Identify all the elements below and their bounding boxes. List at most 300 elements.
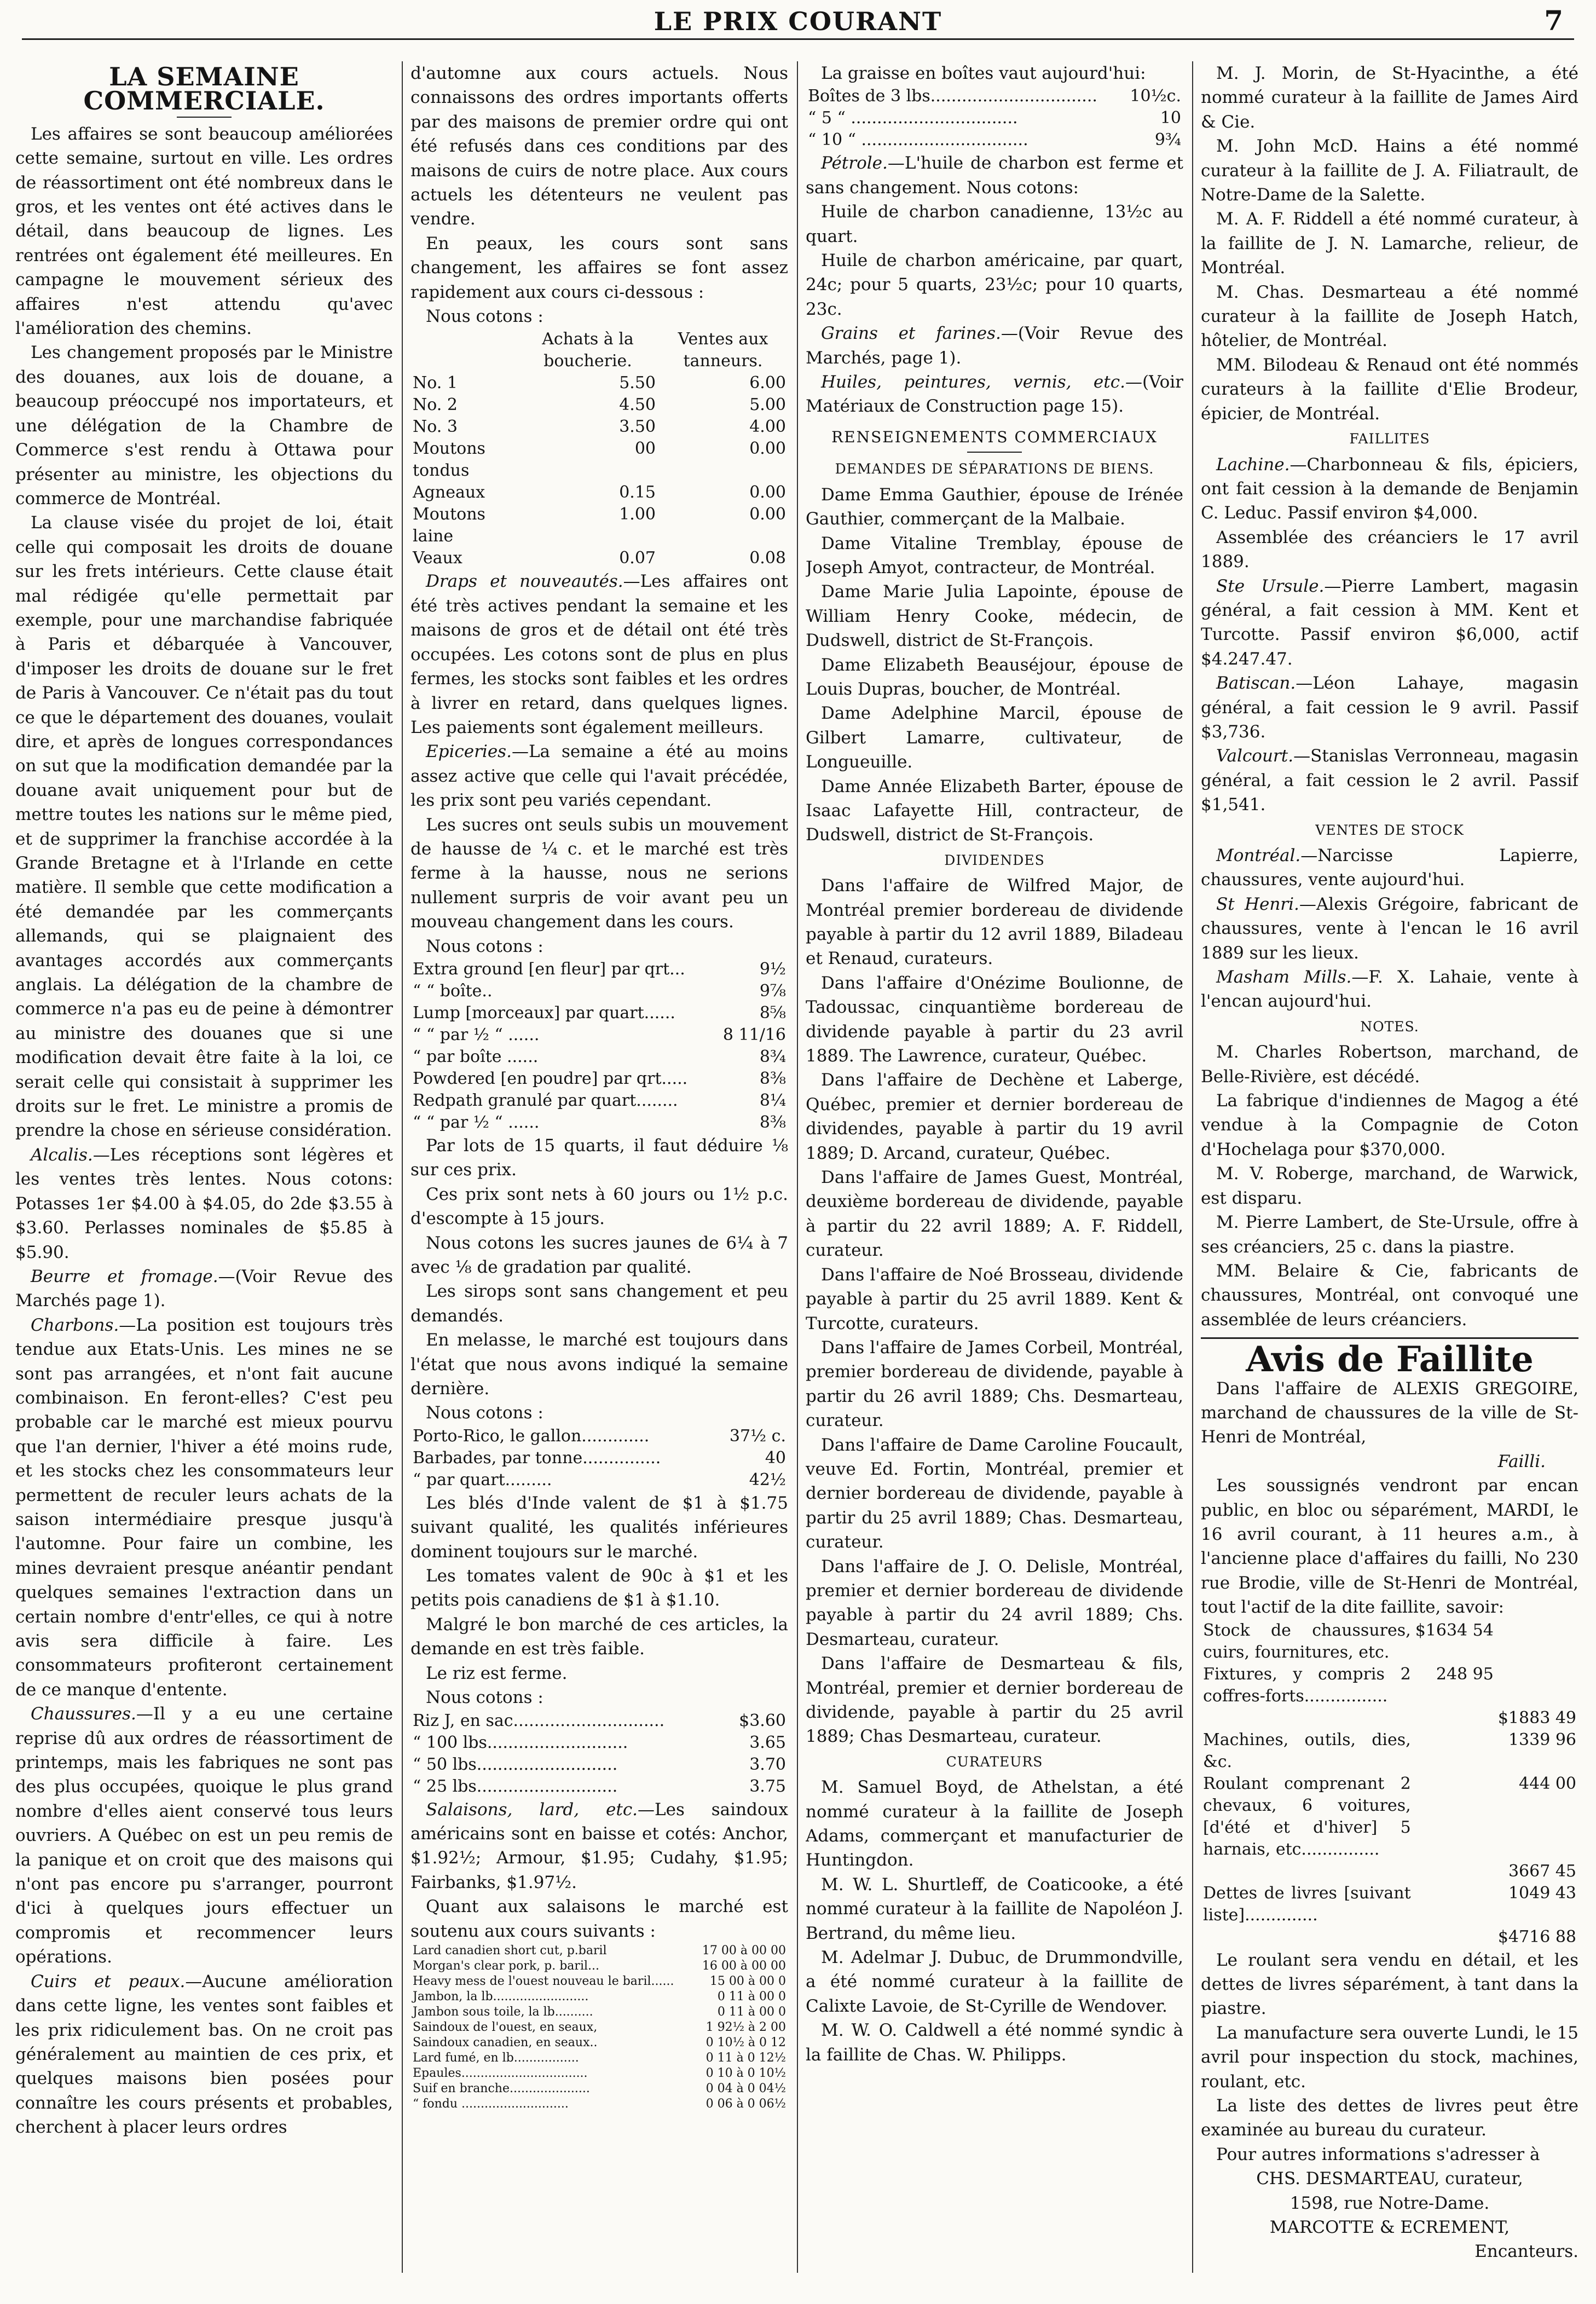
- paragraph: La manufacture sera ouverte Lundi, le 15 avril pour inspection du stock, machines, roulant, etc.: [1201, 2023, 1578, 2092]
- rubric-label: Pétrole.: [821, 153, 888, 174]
- column-4: [1201, 61, 1578, 2273]
- table-row: [410, 2005, 788, 2020]
- graisse-table: [806, 85, 1183, 151]
- table-row: [410, 1469, 788, 1491]
- table-row: [410, 1943, 788, 1959]
- list-item: M. Charles Robertson, marchand, de Belle-Rivière, est décédé.: [1201, 1042, 1578, 1087]
- table-cell: Veaux: [413, 548, 462, 568]
- table-cell: $1883 49: [1497, 1708, 1576, 1728]
- table-row: [410, 1090, 788, 1112]
- peaux-table: [410, 328, 788, 569]
- place-label: Lachine.: [1216, 454, 1290, 475]
- table-cell: No. 2: [413, 395, 458, 415]
- newspaper-title: LE PRIX COURANT: [654, 7, 942, 36]
- table-cell: 8¼: [759, 1090, 786, 1110]
- list-item: Dame Elizabeth Beauséjour, épouse de Louis Dupras, boucher, de Montréal.: [806, 655, 1183, 699]
- table-cell: 9½: [759, 959, 786, 979]
- section-heading: RENSEIGNEMENTS COMMERCIAUX: [831, 428, 1158, 446]
- dividendes-list: [806, 874, 1183, 1749]
- table-cell: Moutons tondus: [413, 439, 485, 481]
- list-item: Dame Emma Gauthier, épouse de Irénée Gauthier, commerçant de la Malbaie.: [806, 484, 1183, 529]
- rubric-label: Epiceries.: [426, 742, 512, 762]
- table-row: [410, 482, 788, 504]
- subsection-heading: VENTES DE STOCK: [1315, 822, 1464, 838]
- place-label: Valcourt.: [1216, 746, 1294, 766]
- rubric-text: —Il y a eu une certaine reprise dû aux ordres de réassortiment de printemps, mais les fabriques ne sont pas des plus occupées, quoique le plus grand nombre d'elles aient conservé tous leurs ouvriers. A Québec on est un peu remis de la panique et on croit que des maisons qui n'ont pas encore pu s'arranger, pourront d'ici à quelques jours effectuer un compromis et recommencer leurs opérations.: [15, 1704, 393, 1967]
- table-row: [410, 1112, 788, 1134]
- table-row: [1201, 1861, 1578, 1883]
- paragraph: Huile de charbon canadienne, 13½c au quart.: [806, 202, 1183, 246]
- table-cell: Boîtes de 3 lbs................................: [808, 86, 1097, 106]
- place-label: Batiscan.: [1216, 673, 1296, 694]
- table-cell: 1049 43: [1508, 1883, 1576, 1903]
- table-cell: 0 11 à 00 0: [717, 1989, 786, 2003]
- table-cell: Saindoux de l'ouest, en seaux,: [413, 2020, 598, 2034]
- rubric-text: —L'huile de charbon est ferme et sans changement. Nous cotons:: [806, 153, 1183, 198]
- subsection-heading: NOTES.: [1360, 1018, 1419, 1035]
- paragraph-salaisons: [410, 1798, 788, 1895]
- list-item: Dame Marie Julia Lapointe, épouse de William Henry Cooke, médecin, de Dudswell, district de St-François.: [806, 582, 1183, 651]
- page-number: 7: [1544, 4, 1563, 37]
- table-cell: [1201, 1861, 1413, 1883]
- table-row: [410, 980, 788, 1002]
- table-cell: Jambon, la lb.........................: [413, 1989, 589, 2003]
- paragraph: d'automne aux cours actuels. Nous connaissons des ordres importants offerts par des maisons de premier ordre qui ont été refusés dans ces conditions par des maisons de cuirs de notre place. Aux cours actuels les détenteurs ne veulent pas vendre.: [410, 63, 788, 229]
- table-cell: 0.15: [619, 483, 656, 503]
- paragraph: Les changement proposés par le Ministre des douanes, aux lois de douane, a beaucoup préoccupé nos importateurs, et une délégation de la Chambre de Commerce s'est rendu à Ottawa pour présenter au ministre, les objections du commerce de Montréal.: [15, 343, 393, 509]
- table-cell: Heavy mess de l'ouest nouveau le baril......: [413, 1974, 674, 1988]
- list-item: [1201, 965, 1578, 1014]
- paragraph: En peaux, les cours sont sans changement, les affaires se font assez rapidement aux cours ci-dessous :: [410, 233, 788, 302]
- table-row: [1201, 1773, 1578, 1861]
- list-item: Dans l'affaire de J. O. Delisle, Montréal, premier et dernier bordereau de dividende payable à partir du 24 avril 1889; Chs. Desmarteau, curateur.: [806, 1556, 1183, 1649]
- avis-title: Avis de Faillite: [1246, 1339, 1534, 1381]
- table-cell: 3.75: [749, 1776, 786, 1796]
- rubric-text: —(Voir Revue des Marchés page 1).: [15, 1266, 393, 1311]
- entry-text: —Narcisse Lapierre, chaussures, vente aujourd'hui.: [1201, 846, 1578, 890]
- table-cell: “ “ par ½ “ ......: [413, 1025, 540, 1044]
- table-row: [410, 1002, 788, 1024]
- table-cell: “ par boîte ......: [413, 1047, 539, 1066]
- table-header-cell: Achats à la boucherie.: [542, 330, 634, 371]
- table-row: [1201, 1707, 1578, 1729]
- demandes-list: [806, 483, 1183, 847]
- table-row: [1201, 1729, 1578, 1773]
- list-item: [1201, 844, 1578, 892]
- table-cell: No. 3: [413, 417, 458, 437]
- paragraph-beurre: [15, 1264, 393, 1313]
- paragraph: Ces prix sont nets à 60 jours ou 1½ p.c. d'escompte à 15 jours.: [410, 1184, 788, 1229]
- table-row: [410, 1754, 788, 1776]
- table-cell: 248 95: [1436, 1664, 1494, 1684]
- entry-text: Assemblée des créanciers le 17 avril 1889.: [1201, 527, 1578, 572]
- peaux-body: [410, 372, 788, 569]
- table-cell: 5.00: [749, 395, 786, 415]
- melasse-table: [410, 1425, 788, 1491]
- table-cell: 1 92½ à 2 00: [706, 2020, 786, 2034]
- column-2: [410, 61, 788, 2273]
- rubric-text: —Aucune amélioration dans cette ligne, les ventes sont faibles et les prix ridiculement bas. On ne croit pas généralement au maintien de ces prix, et quelques maisons bien posées pour connaître les cours présents et probables, cherchent à placer leurs ordres: [15, 1971, 393, 2138]
- place-label: St Henri.: [1216, 894, 1299, 914]
- signature-line: Encanteurs.: [1474, 2242, 1578, 2262]
- table-cell: “ “ boîte..: [413, 981, 493, 1001]
- table-cell: Morgan's clear pork, p. baril...: [413, 1959, 599, 1973]
- rubric-label: Grains et farines.: [821, 324, 1001, 344]
- table-cell: [1496, 1664, 1578, 1707]
- table-cell: 0.07: [619, 548, 656, 568]
- table-cell: 8⅜: [759, 1069, 786, 1088]
- table-row: [410, 1989, 788, 2005]
- paragraph-charbons: [15, 1313, 393, 1702]
- table-cell: “ “ par ½ “ ......: [413, 1112, 540, 1132]
- subsection-heading: DIVIDENDES: [944, 852, 1045, 868]
- list-item: M. V. Roberge, marchand, de Warwick, est disparu.: [1201, 1164, 1578, 1208]
- table-row: [410, 1776, 788, 1798]
- table-cell: 0 10 à 0 10½: [706, 2066, 786, 2080]
- signature-line: MARCOTTE & ECREMENT,: [1269, 2218, 1510, 2238]
- table-cell: 8⅜: [759, 1112, 786, 1132]
- table-cell: 0 06 à 0 06½: [706, 2097, 786, 2111]
- table-row: [410, 1974, 788, 1989]
- paragraph: Le roulant sera vendu en détail, et les dettes de livres séparément, à tant dans la piastre.: [1201, 1950, 1578, 2019]
- table-cell: [1413, 1926, 1496, 1948]
- label: Nous cotons :: [426, 307, 543, 327]
- paragraph: Les soussignés vendront par encan public, en bloc ou séparément, MARDI, le 16 avril courant, à 11 heures a.m., à l'ancienne place d'affaires du failli, No 230 rue Brodie, ville de St-Henri de Montréal, tout l'actif de la dite faillite, savoir:: [1201, 1476, 1578, 1618]
- table-cell: Agneaux: [413, 483, 485, 503]
- table-cell: 15 00 à 00 0: [709, 1974, 786, 1988]
- table-cell: Stock de chaussures, cuirs, fournitures, etc.: [1203, 1620, 1411, 1662]
- table-cell: [1201, 1926, 1413, 1948]
- table-cell: Roulant comprenant 2 chevaux, 6 voitures, [d'été et d'hiver] 5 harnais, etc...............: [1203, 1774, 1411, 1859]
- list-item: Dame Vitaline Tremblay, épouse de Joseph Amyot, contracteur, de Montréal.: [806, 533, 1183, 578]
- table-cell: 00: [634, 439, 656, 459]
- table-cell: “ fondu ............................: [413, 2097, 569, 2111]
- rubric-label: Cuirs et peaux.: [31, 1971, 186, 1991]
- paragraph-huiles: [806, 370, 1183, 419]
- paragraph: La liste des dettes de livres peut être examinée au bureau du curateur.: [1201, 2096, 1578, 2140]
- table-cell: Lump [morceaux] par quart......: [413, 1003, 675, 1023]
- table-cell: “ par quart.........: [413, 1470, 552, 1489]
- paragraph-cuirs: [15, 1970, 393, 2140]
- rubric-text: —Les saindoux américains sont en baisse et cotés: Anchor, $1.92½; Armour, $1.95; Cudahy, $1.95; Fairbanks, $1.97½.: [410, 1799, 788, 1892]
- paragraph: Le riz est ferme.: [426, 1663, 568, 1683]
- table-row: [806, 85, 1183, 107]
- failli-label: Failli.: [1497, 1451, 1546, 1471]
- faillites-list: [1201, 453, 1578, 817]
- table-cell: Machines, outils, dies, &c.: [1203, 1730, 1411, 1771]
- table-row: [410, 2020, 788, 2035]
- table-cell: Saindoux canadien, en seaux..: [413, 2035, 598, 2049]
- paragraph: Huile de charbon américaine, par quart, 24c; pour 5 quarts, 23½c; pour 10 quarts, 23c.: [806, 251, 1183, 319]
- table-header-cell: [410, 328, 518, 372]
- paragraph: Pour autres informations s'adresser à: [1216, 2144, 1540, 2164]
- list-item: Dans l'affaire de Dechène et Laberge, Québec, premier et dernier bordereau de dividendes, payable à partir du 19 avril 1889; D. Arcand, curateur, Québec.: [806, 1070, 1183, 1163]
- list-item: Dame Année Elizabeth Barter, épouse de Isaac Lafayette Hill, contracteur, de Dudswell, district de St-François.: [806, 776, 1183, 845]
- paragraph: Les sucres ont seuls subis un mouvement de hausse de ¼ c. et le marché est très ferme à la hausse, nous ne serions nullement surpris de voir avant peu un mouveau changement dans les cours.: [410, 815, 788, 932]
- notes-list: [1201, 1040, 1578, 1332]
- subsection-heading: CURATEURS: [946, 1753, 1043, 1770]
- paragraph: Dans l'affaire de ALEXIS GREGOIRE, marchand de chaussures de la ville de St-Henri de Montréal,: [1201, 1378, 1578, 1447]
- table-cell: 3.50: [619, 417, 656, 437]
- column-divider: [1192, 61, 1193, 2273]
- riz-table: [410, 1710, 788, 1798]
- table-row: [410, 2081, 788, 2097]
- table-row: [410, 1447, 788, 1469]
- table-row: [410, 438, 788, 482]
- entry-text: —Pierre Lambert, magasin général, a fait cession à MM. Kent et Turcotte. Passif environ $6,000, actif $4.247.47.: [1201, 576, 1578, 669]
- table-cell: [1496, 1620, 1578, 1664]
- table-cell: 0.08: [749, 548, 786, 568]
- table-row: [1201, 1664, 1578, 1707]
- list-item: Dans l'affaire de James Corbeil, Montréal, premier bordereau de dividende, payable à partir du 26 avril 1889; Chs. Desmarteau, curateur.: [806, 1337, 1183, 1431]
- table-row: [410, 1046, 788, 1068]
- curateurs-continued-list: [1201, 61, 1578, 426]
- list-item: La fabrique d'indiennes de Magog a été vendue à la Compagnie de Coton d'Hochelaga pour $370,000.: [1201, 1091, 1578, 1159]
- entry-text: —Charbonneau & fils, épiciers, ont fait cession à la demande de Benjamin C. Leduc. Passif environ $4,000.: [1201, 454, 1578, 523]
- table-row: [1201, 1926, 1578, 1948]
- label: Nous cotons :: [426, 1403, 543, 1423]
- label: Nous cotons :: [426, 936, 543, 956]
- table-cell: 40: [765, 1448, 786, 1468]
- table-cell: Fixtures, y compris 2 coffres-forts................: [1203, 1664, 1411, 1706]
- table-cell: Lard canadien short cut, p.baril: [413, 1943, 607, 1957]
- table-row: [410, 1710, 788, 1732]
- paragraph: Nous cotons les sucres jaunes de 6¼ à 7 avec ⅛ de gradation par qualité.: [410, 1233, 788, 1277]
- table-cell: Lard fumé, en lb.................: [413, 2051, 579, 2065]
- sucre-body: [410, 958, 788, 1134]
- table-cell: Redpath granulé par quart........: [413, 1090, 678, 1110]
- place-label: Montréal.: [1216, 846, 1301, 865]
- paragraph-chaussures: [15, 1702, 393, 1969]
- melasse-body: [410, 1425, 788, 1491]
- table-cell: 8⅝: [759, 1003, 786, 1023]
- place-label: Masham Mills.: [1216, 967, 1352, 988]
- table-row: [410, 394, 788, 416]
- paragraph-petrole: [806, 151, 1183, 200]
- divider: [177, 117, 232, 118]
- list-item: MM. Belaire & Cie, fabricants de chaussures, Montréal, ont convoqué une assemblée de leurs créanciers.: [1201, 1261, 1578, 1330]
- section-heading: LA SEMAINE COMMERCIALE.: [83, 62, 325, 116]
- list-item: MM. Bilodeau & Renaud ont été nommés curateurs à la faillite d'Elie Brodeur, épicier, de Montréal.: [1201, 355, 1578, 424]
- rubric-label: Alcalis.: [31, 1145, 93, 1165]
- table-row: [410, 547, 788, 569]
- rubric-label: Charbons.: [31, 1315, 119, 1335]
- paragraph: La clause visée du projet de loi, était celle qui composait les droits de douane sur les frets intérieurs. Cette clause était mal rédigée qu'elle permettait par exemple, pour une marchandise fabriquée à Paris et débarquée à Vancouver, d'imposer les droits de douane sur le fret de Paris à Vancouver. Ce n'était pas du tout ce que le département des douanes, voulait dire, et après de longues correspondances on sut que la modification demandée par la douane avait uniquement pour but de mettre toutes les nations sur le même pied, et de supprimer la franchise accordée à la Grande Bretagne et à l'Irlande en cette matière. Il semble que cette modification a été demandée par les commerçants allemands, qui se plaignaient des avantages accordés aux commerçants anglais. La délégation de la chambre de commerce n'a pas eu de peine à démontrer au ministre des douanes que si une modification devait être faite à la loi, ce serait celle qui consistait à supprimer les droits sur le fret. Le ministre a promis de prendre la chose en sérieuse considération.: [15, 513, 393, 1141]
- stock-body: [1201, 1620, 1578, 1948]
- paragraph: Les affaires se sont beaucoup améliorées cette semaine, surtout en ville. Les ordres de réassortiment ont été nombreux dans le gros, et les ventes ont été actives dans le détail, dans beaucoup de lignes. Les rentrées ont également été meilleures. En campagne le mouvement sérieux des affaires n'est attendu qu'avec l'amélioration des chemins.: [15, 124, 393, 339]
- list-item: [1201, 892, 1578, 965]
- table-cell: 1339 96: [1508, 1730, 1576, 1749]
- paragraph-draps: [410, 569, 788, 740]
- table-cell: 3.70: [749, 1754, 786, 1774]
- table-row: [806, 129, 1183, 151]
- subsection-heading: FAILLITES: [1349, 431, 1430, 447]
- list-item: M. W. L. Shurtleff, de Coaticooke, a été nommé curateur à la faillite de Napoléon J. Bertrand, du même lieu.: [806, 1874, 1183, 1943]
- paragraph-alcalis: [15, 1143, 393, 1264]
- list-item: M. J. Morin, de St-Hyacinthe, a été nommé curateur à la faillite de James Aird & Cie.: [1201, 63, 1578, 132]
- table-cell: “ 100 lbs...........................: [413, 1733, 628, 1752]
- divider: [967, 452, 1022, 453]
- list-item: M. John McD. Hains a été nommé curateur à la faillite de J. A. Filiatrault, de Notre-Dame de la Salette.: [1201, 136, 1578, 205]
- table-cell: [1413, 1773, 1496, 1861]
- signature-line: CHS. DESMARTEAU, curateur,: [1256, 2169, 1523, 2189]
- sucre-table: [410, 958, 788, 1134]
- list-item: Dans l'affaire d'Onézime Boulionne, de Tadoussac, cinquantième bordereau de dividende payable à partir du 23 avril 1889. The Lawrence, curateur, Québec.: [806, 973, 1183, 1066]
- paragraph-epiceries: [410, 740, 788, 812]
- table-cell: 37½ c.: [729, 1426, 786, 1446]
- list-item: Dans l'affaire de Dame Caroline Foucault, veuve Ed. Fortin, Montréal, premier et dernier bordereau de dividende, payable à partir du 25 avril 1889; Chas. Desmarteau, curateur.: [806, 1435, 1183, 1552]
- stock-table: [1201, 1620, 1578, 1948]
- list-item: Dans l'affaire de Noé Brosseau, dividende payable à partir du 25 avril 1889. Kent & Turcotte, curateurs.: [806, 1264, 1183, 1333]
- table-cell: Moutons laine: [413, 505, 485, 546]
- table-cell: 8¾: [759, 1047, 786, 1066]
- table-row: [410, 958, 788, 980]
- rubric-text: —(Voir Revue des Marchés, page 1).: [806, 324, 1183, 368]
- table-cell: [1201, 1707, 1413, 1729]
- entry-text: —Alexis Grégoire, fabricant de chaussures, vente à l'encan le 16 avril 1889 sur les lieux.: [1201, 894, 1578, 963]
- table-cell: 10½c.: [1130, 86, 1181, 106]
- ventes-list: [1201, 844, 1578, 1014]
- rubric-label: Beurre et fromage.: [31, 1266, 218, 1286]
- table-cell: Porto-Rico, le gallon.............: [413, 1426, 650, 1446]
- list-item: M. W. O. Caldwell a été nommé syndic à la faillite de Chas. W. Philipps.: [806, 2020, 1183, 2065]
- list-item: [1201, 453, 1578, 526]
- list-item: M. Chas. Desmarteau a été nommé curateur à la faillite de Joseph Hatch, hôtelier, de Montréal.: [1201, 282, 1578, 351]
- rubric-text: —(Voir Matériaux de Construction page 15).: [806, 372, 1183, 417]
- table-row: [410, 2035, 788, 2051]
- table-row: [410, 1024, 788, 1046]
- table-row: [1201, 1620, 1578, 1664]
- table-cell: 4.00: [749, 417, 786, 437]
- table-row: [410, 2097, 788, 2112]
- table-cell: [1413, 1883, 1496, 1926]
- table-cell: No. 1: [413, 373, 458, 393]
- list-item: Dans l'affaire de Wilfred Major, de Montréal premier bordereau de dividende payable à partir du 12 avril 1889, Biladeau et Renaud, curateurs.: [806, 876, 1183, 969]
- subsection-heading: DEMANDES DE SÉPARATIONS DE BIENS.: [835, 461, 1154, 477]
- columns: [15, 61, 1581, 2273]
- lard-body: [410, 1943, 788, 2112]
- column-3: [806, 61, 1183, 2273]
- table-cell: $1634 54: [1415, 1620, 1494, 1640]
- table-row: [410, 1425, 788, 1447]
- table-cell: “ 50 lbs...........................: [413, 1754, 618, 1774]
- table-cell: “ 25 lbs...........................: [413, 1776, 618, 1796]
- place-label: Ste Ursule.: [1216, 576, 1325, 596]
- table-cell: Jambon sous toile, la lb..........: [413, 2005, 593, 2019]
- paragraph: La graisse en boîtes vaut aujourd'hui:: [821, 63, 1146, 83]
- list-item: Dans l'affaire de Desmarteau & fils, Montréal, premier et dernier bordereau de dividende, payable à partir du 25 avril 1889; Chas Desmarteau, curateur.: [806, 1654, 1183, 1747]
- table-cell: 0.00: [749, 505, 786, 524]
- entry-text: —Léon Lahaye, magasin général, a fait cession le 9 avril. Passif $3,736.: [1201, 673, 1578, 742]
- table-cell: 0 11 à 00 0: [717, 2005, 786, 2019]
- table-cell: [1413, 1707, 1496, 1729]
- curateurs-list: [806, 1775, 1183, 2067]
- column-divider: [402, 61, 403, 2273]
- table-cell: Powdered [en poudre] par qrt.....: [413, 1069, 688, 1088]
- label: Nous cotons :: [426, 1688, 543, 1708]
- graisse-body: [806, 85, 1183, 151]
- list-item: [1201, 526, 1578, 574]
- paragraph: Malgré le bon marché de ces articles, la demande en est très faible.: [410, 1614, 788, 1659]
- list-item: [1201, 574, 1578, 672]
- list-item: Dans l'affaire de James Guest, Montréal, deuxième bordereau de dividende, payable à partir du 22 avril 1889; A. F. Riddell, curateur.: [806, 1168, 1183, 1261]
- list-item: M. A. F. Riddell a été nommé curateur, à la faillite de J. N. Lamarche, relieur, de Montréal.: [1201, 209, 1578, 278]
- list-item: M. Pierre Lambert, de Ste-Ursule, offre à ses créanciers, 25 c. dans la piastre.: [1201, 1212, 1578, 1257]
- table-cell: 5.50: [619, 373, 656, 393]
- list-item: M. Samuel Boyd, de Athelstan, a été nommé curateur à la faillite de Joseph Adams, commerçant et manufacturier de Huntingdon.: [806, 1777, 1183, 1870]
- list-item: [1201, 744, 1578, 817]
- table-cell: “ 10 “ ................................: [808, 130, 1028, 150]
- table-cell: Riz J, en sac.............................: [413, 1711, 665, 1730]
- column-divider: [797, 61, 798, 2273]
- column-1: [15, 61, 393, 2273]
- table-cell: 0.00: [749, 483, 786, 503]
- table-cell: 0 10½ à 0 12: [706, 2035, 786, 2049]
- paragraph: Par lots de 15 quarts, il faut déduire ⅛ sur ces prix.: [410, 1135, 788, 1180]
- table-cell: 42½: [749, 1470, 786, 1489]
- table-cell: 3.65: [749, 1733, 786, 1752]
- table-cell: Barbades, par tonne...............: [413, 1448, 661, 1468]
- rubric-label: Draps et nouveautés.: [426, 571, 623, 592]
- table-header-row: [410, 328, 788, 372]
- paragraph: Les sirops sont sans changement et peu demandés.: [410, 1281, 788, 1326]
- signature-line: 1598, rue Notre-Dame.: [1289, 2193, 1490, 2213]
- table-cell: 1.00: [619, 505, 656, 524]
- table-row: [410, 1732, 788, 1754]
- table-row: [410, 2051, 788, 2066]
- table-cell: $4716 88: [1497, 1927, 1576, 1947]
- table-cell: 16 00 à 00 00: [702, 1959, 786, 1973]
- table-cell: 0 04 à 0 04½: [706, 2081, 786, 2095]
- table-row: [410, 504, 788, 547]
- table-cell: [1413, 1729, 1496, 1773]
- entry-text: —Stanislas Verronneau, magasin général, a fait cession le 2 avril. Passif $1,541.: [1201, 746, 1578, 815]
- paragraph: Les blés d'Inde valent de $1 à $1.75 suivant qualité, les qualités inférieures dominent toujours sur le marché.: [410, 1493, 788, 1562]
- list-item: M. Adelmar J. Dubuc, de Drummondville, a été nommé curateur à la faillite de Calixte Lavoie, de St-Cyrille de Wendover.: [806, 1948, 1183, 2016]
- rubric-label: Salaisons, lard, etc.: [426, 1799, 638, 1820]
- table-cell: [1413, 1861, 1496, 1883]
- table-cell: 9⅞: [759, 981, 786, 1001]
- rubric-label: Chaussures.: [31, 1704, 136, 1724]
- header-rule: [22, 38, 1574, 40]
- table-cell: 0.00: [749, 439, 786, 459]
- table-cell: 444 00: [1519, 1774, 1576, 1793]
- table-row: [410, 416, 788, 438]
- rubric-text: —La position est toujours très tendue aux Etats-Unis. Les mines ne se sont pas arrangées, et n'ont fait aucune combinaison. En feront-elles? C'est peu probable car le marché est mieux pourvu que l'an dernier, l'hiver a été moins rude, et les stocks chez les consommateurs leur permettent de reculer leurs achats de la saison intermédiaire presque jusqu'à l'automne. Pour faire un combine, les mines devraient presque anéantir pendant quelques semaines l'extraction dans un certain nombre d'entr'elles, ce qui à notre avis sera difficile à faire. Les consommateurs profiteront certainement de ce manque d'entente.: [15, 1315, 393, 1700]
- table-cell: Dettes de livres [suivant liste]..............: [1203, 1883, 1411, 1925]
- table-cell: 10: [1160, 108, 1181, 128]
- list-item: [1201, 671, 1578, 744]
- table-cell: Extra ground [en fleur] par qrt...: [413, 959, 685, 979]
- rubric-text: —Les réceptions sont légères et les ventes très lentes. Nous cotons: Potasses 1er $4.00 à $4.05, do 2de $3.55 à $3.60. Perlasses nominales de $5.85 à $5.90.: [15, 1145, 393, 1262]
- table-row: [410, 372, 788, 394]
- lard-table: [410, 1943, 788, 2112]
- rubric-text: —Les affaires ont été très actives pendant la semaine et les maisons de gros et de détail ont été très occupées. Les cotons sont de plus en plus fermes, les stocks sont faibles et les ordres à livrer en retard, dans quelques lignes. Les paiements sont également meilleurs.: [410, 571, 788, 737]
- page-header: [0, 0, 1596, 52]
- table-row: [1201, 1883, 1578, 1926]
- table-cell: 8 11/16: [722, 1025, 786, 1044]
- table-cell: 4.50: [619, 395, 656, 415]
- list-item: Dame Adelphine Marcil, épouse de Gilbert Lamarre, cultivateur, de Longueuille.: [806, 703, 1183, 772]
- table-cell: Suif en branche.....................: [413, 2081, 590, 2095]
- table-cell: 3667 45: [1508, 1861, 1576, 1881]
- table-cell: 6.00: [749, 373, 786, 393]
- rubric-text: —La semaine a été au moins assez active que celle qui l'avait précédée, les prix sont peu variés cependant.: [410, 742, 788, 811]
- paragraph: En melasse, le marché est toujours dans l'état que nous avons indiqué la semaine dernière.: [410, 1330, 788, 1399]
- table-row: [410, 2066, 788, 2081]
- table-cell: 17 00 à 00 00: [702, 1943, 786, 1957]
- riz-body: [410, 1710, 788, 1798]
